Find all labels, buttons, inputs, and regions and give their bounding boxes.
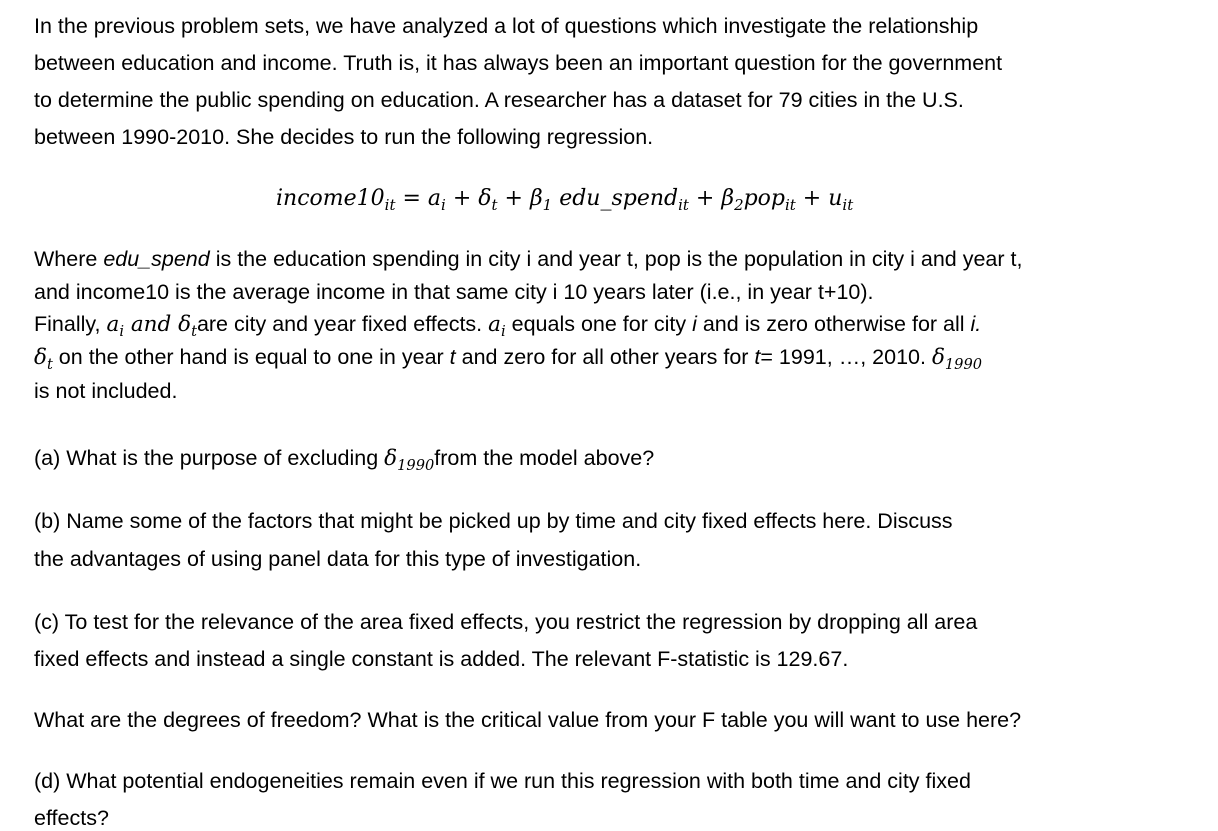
eq-lhs: $income10_{it}$ <box>276 186 396 215</box>
intro-line-4: between 1990-2010. She decides to run the following regression. <box>34 125 654 149</box>
where-line-5: is not included. <box>34 379 178 403</box>
question-b-line-1: (b) Name some of the factors that might be picked up by time and city fixed effects here. Discuss <box>34 509 953 533</box>
where-line-3: Finally, $a_i$ and $\delta_tare$ city and year fixed effects. $a_i$ equals one for city i and is zero otherwise for all i. <box>34 312 982 341</box>
where-line-2: and income10 is the average income in that same city i 10 years later (i.e., in year t+10). <box>34 280 874 304</box>
eq-plus: + <box>452 186 472 211</box>
question-c-line-2: fixed effects and instead a single constant is added. The relevant F-statistic is 129.67. <box>34 647 849 671</box>
intro-line-3: to determine the public spending on education. A researcher has a dataset for 79 cities in the U.S. <box>34 88 964 112</box>
eq-delta: $\delta_t$ <box>478 186 498 215</box>
eq-error: $u_{it}$ <box>828 186 854 215</box>
question-d-line-2: effects? <box>34 806 109 830</box>
question-a: (a) What is the purpose of excluding $\delta_{1990}from$ the model above? <box>34 446 655 475</box>
where-line-4: $\delta_t$ on the other hand is equal to one in year t and zero for all other years for t= 1991, …, 2010. $\delta_{1990}$ <box>34 345 983 374</box>
intro-line-2: between education and income. Truth is, it has always been an important question for the government <box>34 51 1003 75</box>
where-line-1: Where edu_spend is the education spending in city i and year t, pop is the population in city i and year t, <box>34 247 1023 271</box>
eq-beta2-term: $\beta_2pop_{it}$ <box>721 186 796 215</box>
question-b-line-2: the advantages of using panel data for this type of investigation. <box>34 547 642 571</box>
eq-plus: + <box>802 186 822 211</box>
eq-beta1-term: $\beta_1$ edu_spend$_{it}$ <box>529 186 689 215</box>
eq-equals: = <box>402 186 421 211</box>
question-d-line-1: (d) What potential endogeneities remain even if we run this regression with both time and city fixed <box>34 769 971 793</box>
question-c-line-3: What are the degrees of freedom? What is the critical value from your F table you will want to use here? <box>34 708 1022 732</box>
question-c-line-1: (c) To test for the relevance of the area fixed effects, you restrict the regression by dropping all area <box>34 610 978 634</box>
eq-plus: + <box>695 186 715 211</box>
eq-plus: + <box>504 186 523 211</box>
regression-equation <box>276 184 853 214</box>
eq-alpha: $a_i$ <box>427 186 446 215</box>
intro-line-1: In the previous problem sets, we have analyzed a lot of questions which investigate the relationship <box>34 14 979 38</box>
